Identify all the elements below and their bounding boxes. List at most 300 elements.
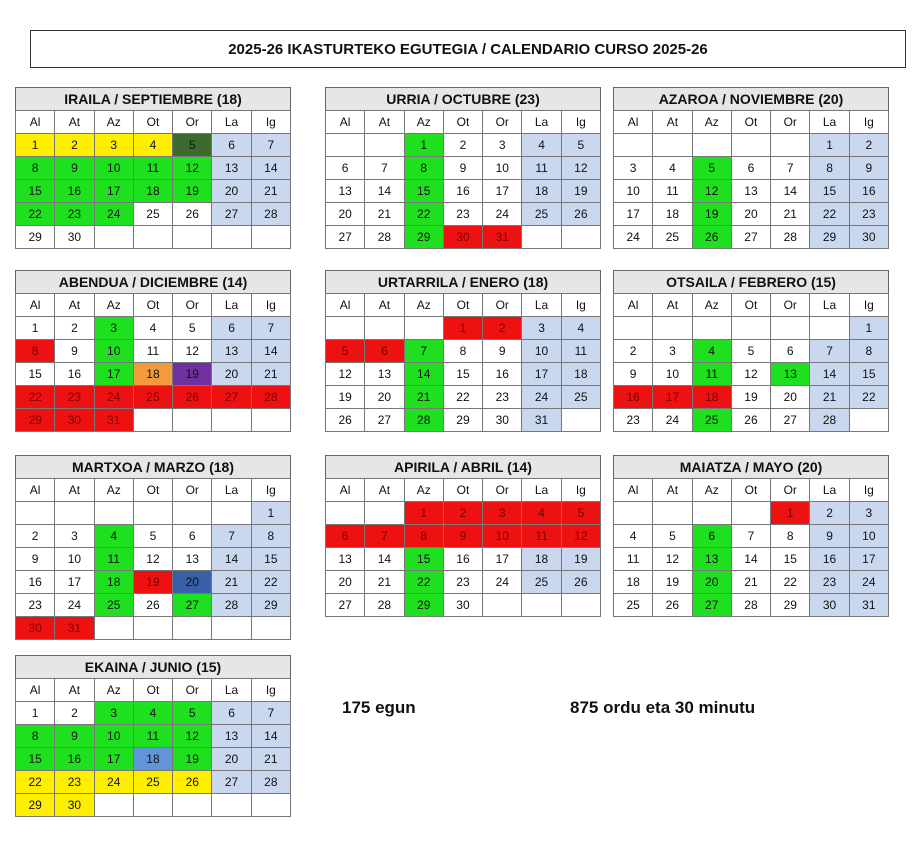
weekday-label: Al (326, 294, 365, 317)
day-cell: 1 (16, 317, 55, 340)
day-cell: 24 (653, 409, 692, 432)
day-cell: 15 (849, 363, 888, 386)
day-cell: 7 (810, 340, 849, 363)
day-cell: 29 (16, 226, 55, 249)
day-cell: 23 (483, 386, 522, 409)
weekday-label: Ig (251, 111, 290, 134)
day-cell: 1 (849, 317, 888, 340)
day-cell: 18 (522, 548, 561, 571)
month-april (325, 455, 601, 617)
day-cell: 23 (55, 386, 94, 409)
day-cell: 25 (133, 203, 172, 226)
day-cell: 29 (443, 409, 482, 432)
month-february (613, 270, 889, 432)
month-grid (613, 293, 889, 432)
day-cell: 30 (443, 594, 482, 617)
day-cell: 23 (55, 203, 94, 226)
empty-cell (16, 502, 55, 525)
day-cell: 28 (365, 594, 404, 617)
weekday-label: At (55, 479, 94, 502)
day-cell: 14 (365, 180, 404, 203)
day-cell: 8 (849, 340, 888, 363)
week-row (614, 157, 889, 180)
day-cell: 22 (16, 386, 55, 409)
day-cell: 6 (212, 702, 251, 725)
day-cell: 25 (614, 594, 653, 617)
month-october (325, 87, 601, 249)
weekday-label: Ot (731, 294, 770, 317)
month-title: ABENDUA / DICIEMBRE (14) (15, 270, 291, 293)
weekday-header-row (326, 294, 601, 317)
month-title: IRAILA / SEPTIEMBRE (18) (15, 87, 291, 110)
weekday-label: Ot (133, 294, 172, 317)
day-cell: 4 (522, 134, 561, 157)
day-cell: 1 (404, 502, 443, 525)
weekday-label: At (55, 111, 94, 134)
day-cell: 21 (212, 571, 251, 594)
day-cell: 29 (404, 594, 443, 617)
day-cell: 7 (731, 525, 770, 548)
day-cell: 29 (16, 794, 55, 817)
empty-cell (692, 502, 731, 525)
weekday-label: La (522, 479, 561, 502)
day-cell: 11 (133, 157, 172, 180)
day-cell: 20 (212, 180, 251, 203)
day-cell: 6 (212, 317, 251, 340)
weekday-label: Az (692, 294, 731, 317)
day-cell: 6 (326, 157, 365, 180)
day-cell: 26 (731, 409, 770, 432)
weekday-header-row (16, 479, 291, 502)
week-row (326, 525, 601, 548)
day-cell: 27 (212, 771, 251, 794)
empty-cell (55, 502, 94, 525)
day-cell: 17 (653, 386, 692, 409)
day-cell: 16 (55, 180, 94, 203)
day-cell: 12 (173, 340, 212, 363)
day-cell: 10 (653, 363, 692, 386)
day-cell: 10 (849, 525, 888, 548)
weekday-label: La (810, 294, 849, 317)
weekday-label: Ig (849, 111, 888, 134)
empty-cell (653, 317, 692, 340)
day-cell: 28 (251, 386, 290, 409)
week-row (614, 134, 889, 157)
day-cell: 10 (94, 340, 133, 363)
week-row (614, 409, 889, 432)
day-cell: 17 (55, 571, 94, 594)
month-grid (325, 110, 601, 249)
day-cell: 1 (443, 317, 482, 340)
day-cell: 11 (614, 548, 653, 571)
weekday-label: Ig (251, 479, 290, 502)
day-cell: 24 (55, 594, 94, 617)
empty-cell (173, 409, 212, 432)
month-title: URTARRILA / ENERO (18) (325, 270, 601, 293)
day-cell: 25 (561, 386, 600, 409)
weekday-label: La (810, 479, 849, 502)
month-january (325, 270, 601, 432)
day-cell: 18 (561, 363, 600, 386)
day-cell: 2 (849, 134, 888, 157)
weekday-label: Ig (561, 111, 600, 134)
day-cell: 18 (133, 748, 172, 771)
day-cell: 1 (771, 502, 810, 525)
day-cell: 30 (483, 409, 522, 432)
day-cell: 27 (326, 594, 365, 617)
day-cell: 20 (212, 363, 251, 386)
day-cell: 2 (55, 317, 94, 340)
day-cell: 15 (810, 180, 849, 203)
day-cell: 8 (16, 157, 55, 180)
weekday-label: Or (771, 111, 810, 134)
weekday-label: Ig (251, 294, 290, 317)
total-days: 175 egun (342, 698, 416, 717)
month-grid (15, 678, 291, 817)
day-cell: 20 (212, 748, 251, 771)
day-cell: 9 (483, 340, 522, 363)
week-row (326, 548, 601, 571)
day-cell: 17 (94, 180, 133, 203)
day-cell: 8 (16, 340, 55, 363)
day-cell: 4 (653, 157, 692, 180)
week-row (16, 317, 291, 340)
empty-cell (251, 617, 290, 640)
day-cell: 14 (251, 157, 290, 180)
day-cell: 30 (16, 617, 55, 640)
day-cell: 15 (404, 548, 443, 571)
empty-cell (94, 226, 133, 249)
weekday-label: At (365, 479, 404, 502)
empty-cell (212, 226, 251, 249)
day-cell: 2 (810, 502, 849, 525)
weekday-label: La (212, 479, 251, 502)
day-cell: 12 (173, 725, 212, 748)
day-cell: 5 (731, 340, 770, 363)
day-cell: 6 (731, 157, 770, 180)
weekday-label: Ot (731, 479, 770, 502)
week-row (16, 340, 291, 363)
day-cell: 5 (173, 134, 212, 157)
month-grid (15, 293, 291, 432)
week-row (16, 409, 291, 432)
day-cell: 6 (326, 525, 365, 548)
week-row (16, 771, 291, 794)
day-cell: 22 (251, 571, 290, 594)
day-cell: 18 (133, 180, 172, 203)
week-row (614, 317, 889, 340)
weekday-header-row (326, 479, 601, 502)
month-grid (613, 110, 889, 249)
day-cell: 8 (443, 340, 482, 363)
weekday-label: La (212, 679, 251, 702)
day-cell: 5 (326, 340, 365, 363)
day-cell: 11 (94, 548, 133, 571)
day-cell: 19 (692, 203, 731, 226)
day-cell: 22 (16, 771, 55, 794)
day-cell: 13 (212, 157, 251, 180)
day-cell: 9 (849, 157, 888, 180)
day-cell: 17 (94, 748, 133, 771)
weekday-label: Ot (443, 294, 482, 317)
month-grid (325, 478, 601, 617)
day-cell: 8 (251, 525, 290, 548)
day-cell: 22 (810, 203, 849, 226)
day-cell: 23 (55, 771, 94, 794)
week-row (16, 571, 291, 594)
day-cell: 28 (251, 771, 290, 794)
day-cell: 5 (561, 134, 600, 157)
day-cell: 27 (173, 594, 212, 617)
day-cell: 4 (522, 502, 561, 525)
day-cell: 30 (55, 226, 94, 249)
week-row (16, 157, 291, 180)
day-cell: 21 (731, 571, 770, 594)
weekday-label: Az (404, 111, 443, 134)
day-cell: 17 (94, 363, 133, 386)
day-cell: 27 (731, 226, 770, 249)
day-cell: 20 (365, 386, 404, 409)
empty-cell (561, 594, 600, 617)
day-cell: 13 (173, 548, 212, 571)
day-cell: 25 (522, 571, 561, 594)
day-cell: 12 (731, 363, 770, 386)
day-cell: 17 (849, 548, 888, 571)
empty-cell (94, 794, 133, 817)
weekday-label: At (55, 294, 94, 317)
day-cell: 11 (133, 340, 172, 363)
day-cell: 14 (251, 340, 290, 363)
day-cell: 26 (561, 571, 600, 594)
week-row (614, 594, 889, 617)
day-cell: 10 (94, 725, 133, 748)
week-row (326, 571, 601, 594)
weekday-label: Ig (561, 479, 600, 502)
day-cell: 23 (443, 571, 482, 594)
day-cell: 24 (483, 203, 522, 226)
weekday-label: Ig (849, 479, 888, 502)
weekday-label: Az (94, 294, 133, 317)
total-hours: 875 ordu eta 30 minutu (570, 698, 756, 717)
day-cell: 2 (55, 702, 94, 725)
month-november (613, 87, 889, 249)
month-title: EKAINA / JUNIO (15) (15, 655, 291, 678)
weekday-label: La (212, 294, 251, 317)
day-cell: 26 (173, 771, 212, 794)
day-cell: 7 (251, 317, 290, 340)
day-cell: 7 (251, 134, 290, 157)
weekday-label: La (212, 111, 251, 134)
day-cell: 27 (326, 226, 365, 249)
empty-cell (133, 409, 172, 432)
day-cell: 15 (771, 548, 810, 571)
day-cell: 3 (94, 134, 133, 157)
day-cell: 3 (614, 157, 653, 180)
day-cell: 31 (94, 409, 133, 432)
day-cell: 17 (522, 363, 561, 386)
day-cell: 2 (443, 134, 482, 157)
week-row (16, 794, 291, 817)
day-cell: 28 (212, 594, 251, 617)
day-cell: 24 (483, 571, 522, 594)
day-cell: 27 (365, 409, 404, 432)
day-cell: 19 (731, 386, 770, 409)
weekday-header-row (16, 294, 291, 317)
month-grid (613, 478, 889, 617)
day-cell: 21 (365, 203, 404, 226)
weekday-label: Az (94, 111, 133, 134)
weekday-header-row (16, 111, 291, 134)
empty-cell (653, 502, 692, 525)
empty-cell (731, 502, 770, 525)
day-cell: 25 (653, 226, 692, 249)
day-cell: 8 (810, 157, 849, 180)
day-cell: 26 (326, 409, 365, 432)
day-cell: 31 (849, 594, 888, 617)
day-cell: 3 (653, 340, 692, 363)
day-cell: 15 (443, 363, 482, 386)
weekday-label: Al (16, 111, 55, 134)
day-cell: 15 (16, 180, 55, 203)
day-cell: 22 (404, 203, 443, 226)
month-september (15, 87, 291, 249)
weekday-header-row (326, 111, 601, 134)
weekday-label: Al (16, 679, 55, 702)
day-cell: 7 (771, 157, 810, 180)
month-december (15, 270, 291, 432)
day-cell: 19 (561, 548, 600, 571)
weekday-label: Al (614, 479, 653, 502)
day-cell: 4 (133, 702, 172, 725)
weekday-label: La (522, 294, 561, 317)
week-row (614, 363, 889, 386)
day-cell: 21 (251, 180, 290, 203)
weekday-label: Or (483, 111, 522, 134)
week-row (326, 594, 601, 617)
day-cell: 28 (404, 409, 443, 432)
day-cell: 25 (133, 771, 172, 794)
day-cell: 15 (16, 748, 55, 771)
day-cell: 2 (55, 134, 94, 157)
empty-cell (94, 502, 133, 525)
week-row (614, 180, 889, 203)
day-cell: 9 (16, 548, 55, 571)
day-cell: 1 (251, 502, 290, 525)
week-row (326, 226, 601, 249)
day-cell: 29 (771, 594, 810, 617)
weekday-label: Ot (133, 111, 172, 134)
day-cell: 6 (365, 340, 404, 363)
day-cell: 12 (561, 157, 600, 180)
empty-cell (173, 617, 212, 640)
day-cell: 8 (771, 525, 810, 548)
day-cell: 19 (653, 571, 692, 594)
day-cell: 24 (522, 386, 561, 409)
weekday-label: At (365, 111, 404, 134)
empty-cell (771, 134, 810, 157)
day-cell: 20 (326, 203, 365, 226)
week-row (16, 386, 291, 409)
weekday-label: Az (692, 479, 731, 502)
day-cell: 5 (561, 502, 600, 525)
weekday-label: At (653, 294, 692, 317)
weekday-label: Al (326, 111, 365, 134)
day-cell: 19 (173, 363, 212, 386)
weekday-label: Ot (443, 479, 482, 502)
day-cell: 7 (251, 702, 290, 725)
day-cell: 11 (522, 525, 561, 548)
day-cell: 18 (653, 203, 692, 226)
day-cell: 14 (212, 548, 251, 571)
weekday-label: La (810, 111, 849, 134)
weekday-label: Or (173, 294, 212, 317)
empty-cell (212, 409, 251, 432)
week-row (16, 134, 291, 157)
day-cell: 8 (16, 725, 55, 748)
day-cell: 15 (404, 180, 443, 203)
empty-cell (212, 502, 251, 525)
day-cell: 5 (653, 525, 692, 548)
month-grid (325, 293, 601, 432)
month-title: URRIA / OCTUBRE (23) (325, 87, 601, 110)
day-cell: 4 (133, 317, 172, 340)
day-cell: 14 (365, 548, 404, 571)
week-row (326, 409, 601, 432)
day-cell: 14 (251, 725, 290, 748)
day-cell: 3 (94, 702, 133, 725)
day-cell: 26 (561, 203, 600, 226)
empty-cell (133, 226, 172, 249)
day-cell: 12 (173, 157, 212, 180)
empty-cell (173, 794, 212, 817)
empty-cell (212, 617, 251, 640)
day-cell: 29 (810, 226, 849, 249)
month-march (15, 455, 291, 640)
weekday-header-row (16, 679, 291, 702)
day-cell: 12 (326, 363, 365, 386)
day-cell: 25 (692, 409, 731, 432)
day-cell: 22 (771, 571, 810, 594)
day-cell: 14 (731, 548, 770, 571)
empty-cell (522, 594, 561, 617)
day-cell: 15 (16, 363, 55, 386)
day-cell: 21 (365, 571, 404, 594)
week-row (16, 180, 291, 203)
day-cell: 13 (212, 725, 251, 748)
day-cell: 10 (483, 157, 522, 180)
day-cell: 14 (404, 363, 443, 386)
day-cell: 15 (251, 548, 290, 571)
empty-cell (561, 226, 600, 249)
day-cell: 9 (810, 525, 849, 548)
day-cell: 24 (614, 226, 653, 249)
day-cell: 26 (133, 594, 172, 617)
weekday-label: Ot (731, 111, 770, 134)
empty-cell (212, 794, 251, 817)
day-cell: 20 (173, 571, 212, 594)
day-cell: 30 (55, 794, 94, 817)
weekday-label: Al (16, 479, 55, 502)
weekday-label: Al (614, 294, 653, 317)
day-cell: 26 (173, 203, 212, 226)
day-cell: 3 (849, 502, 888, 525)
day-cell: 30 (810, 594, 849, 617)
day-cell: 31 (483, 226, 522, 249)
day-cell: 5 (133, 525, 172, 548)
weekday-label: Or (173, 479, 212, 502)
day-cell: 20 (326, 571, 365, 594)
week-row (16, 363, 291, 386)
